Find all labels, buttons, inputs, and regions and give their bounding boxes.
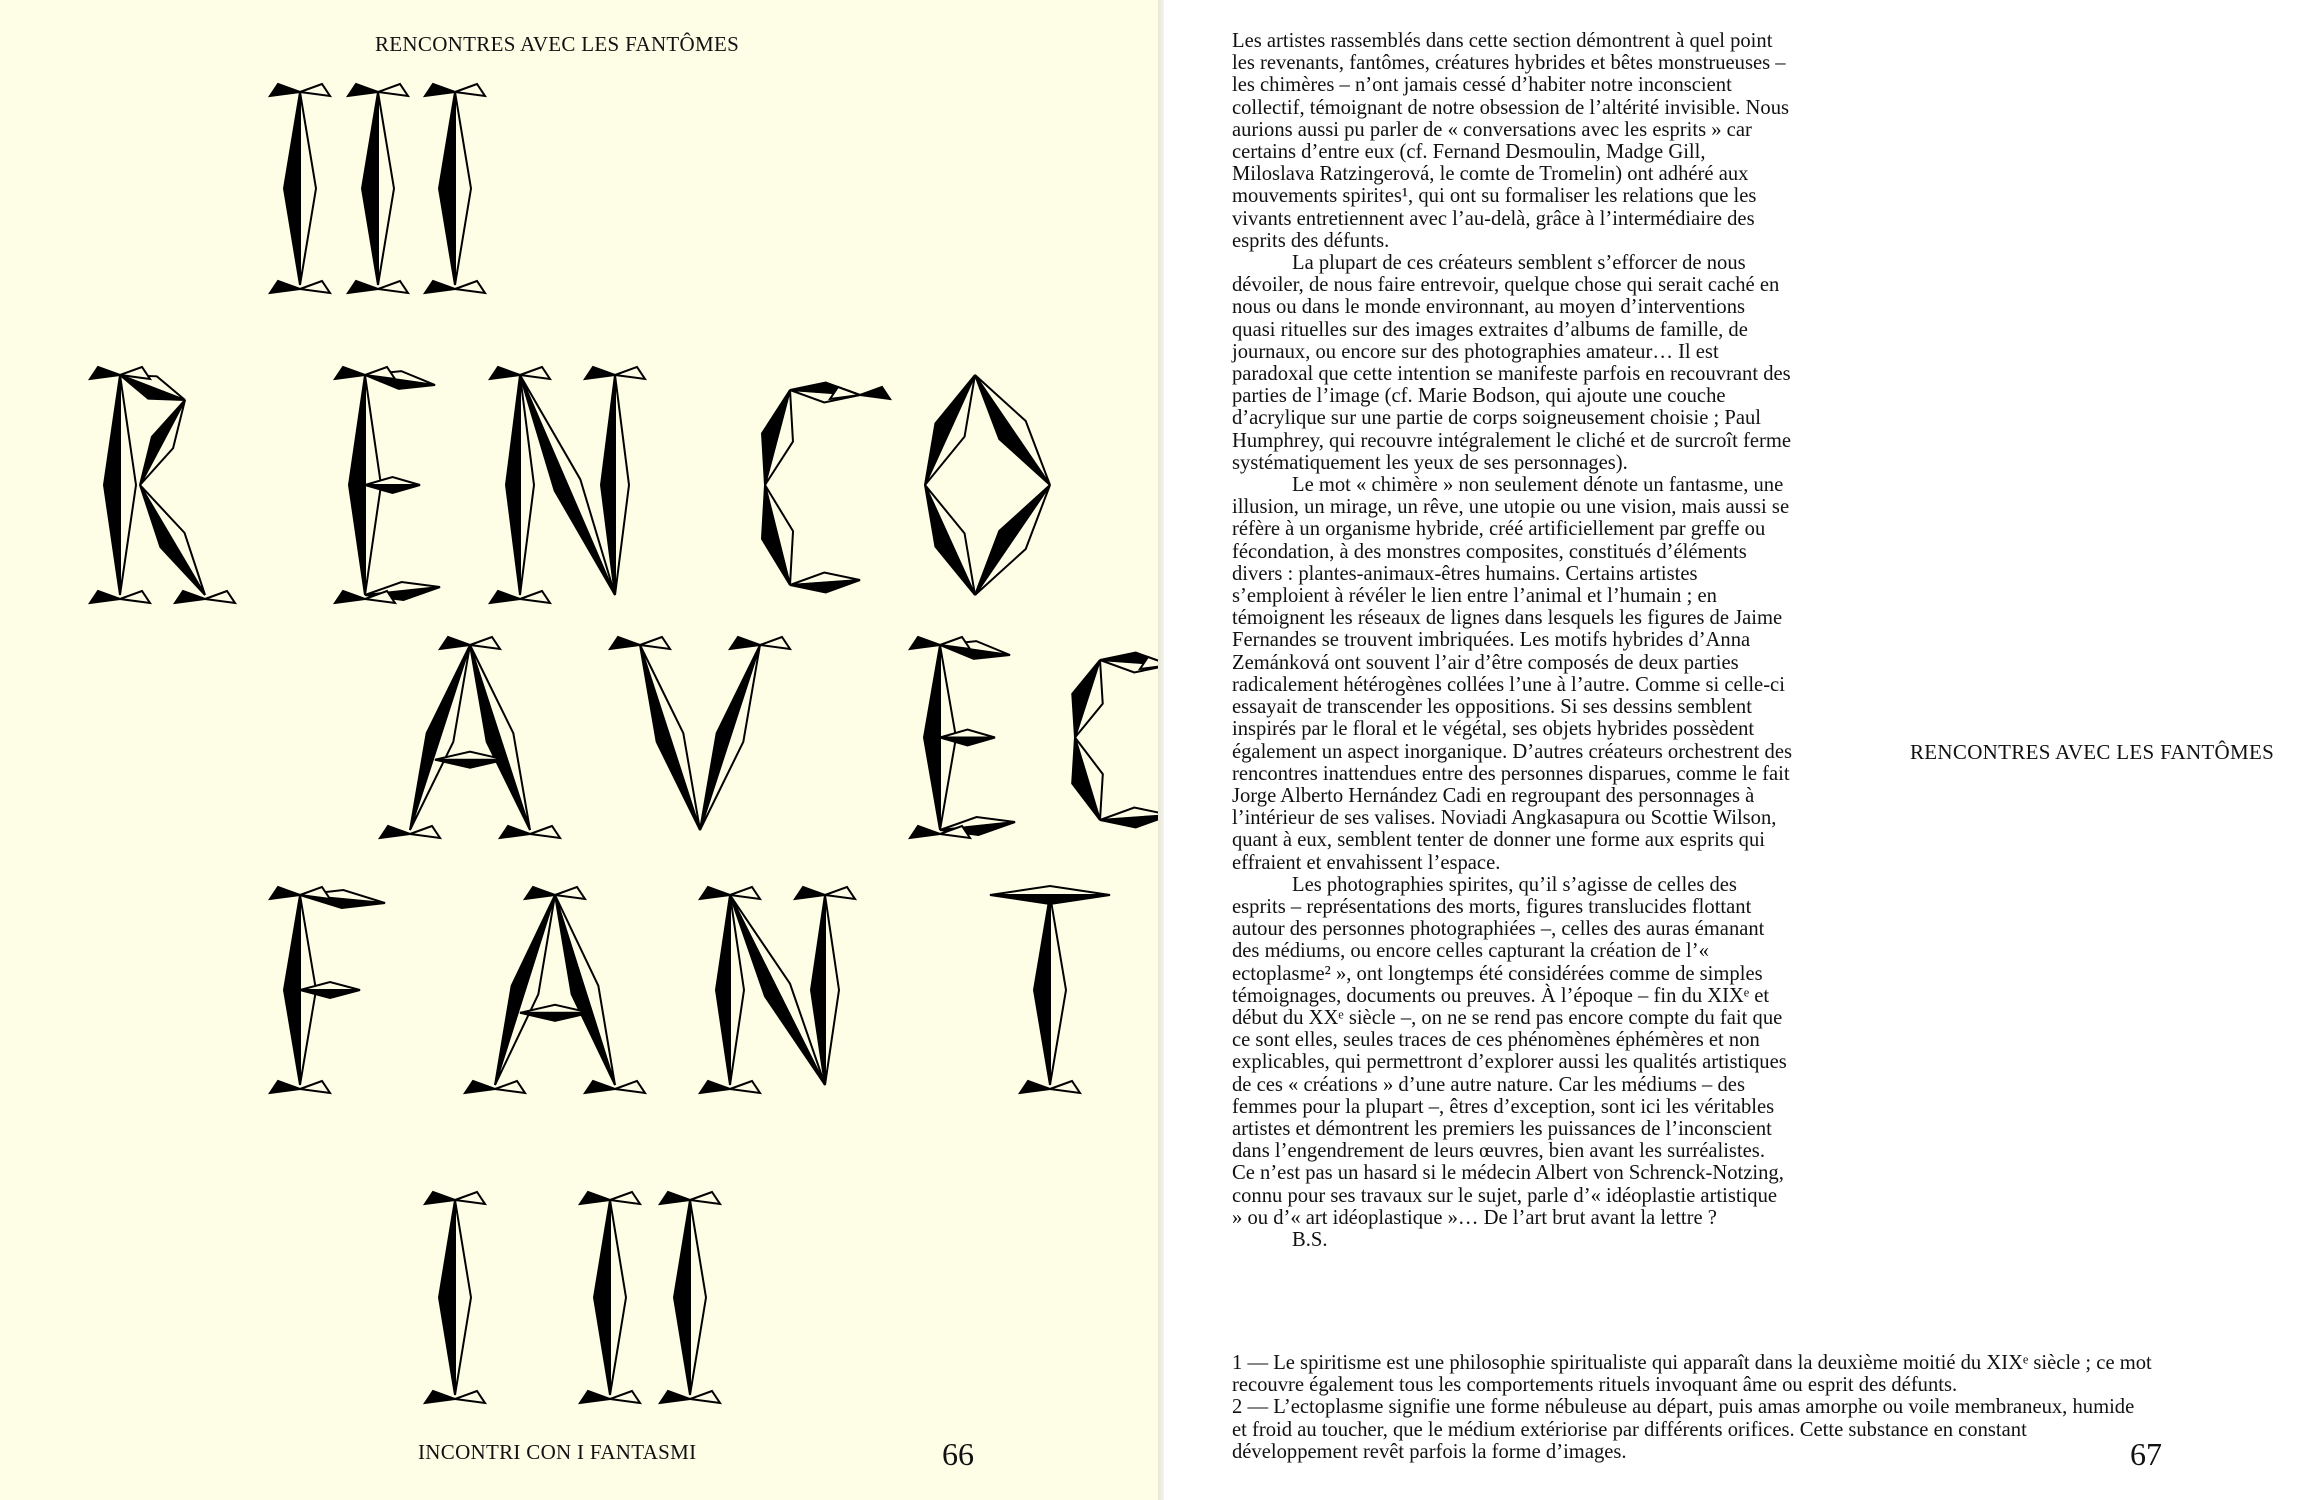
left-page (0, 0, 1160, 1500)
glyph-stroke (120, 375, 185, 400)
glyph-stroke (640, 645, 700, 830)
glyph-stroke (790, 573, 860, 593)
body-text (1232, 30, 1792, 1251)
left-running-head: RENCONTRES AVEC LES FANTÔMES (375, 32, 740, 56)
footnote-2: 2 — L’ectoplasme signifie une forme nébuleuse au départ, puis amas amorphe ou voile membraneux, humide et froid au toucher, que le médium extériorise par différents orifices. Cette substance en constant développement revêt parfois la forme d’images. (1232, 1396, 2135, 1463)
glyph-stroke (975, 375, 1050, 485)
glyph-stroke (104, 375, 136, 595)
glyph-stroke (439, 92, 471, 285)
glyph-stroke (470, 645, 530, 830)
signature: B.S. (1292, 1228, 1328, 1251)
glyph-stroke (362, 92, 394, 285)
footnote-1: 1 — Le spiritisme est une philosophie spiritualiste qui apparaît dans la deuxième moitié du XIXᵉ siècle ; ce mot recouvre également tous les comportements rituels invoquant âme ou esprit des défunts. (1232, 1352, 2152, 1397)
glyph-stroke (1034, 895, 1066, 1085)
glyph-stroke (1100, 808, 1160, 828)
glyph-stroke (140, 485, 205, 595)
paragraph-2: La plupart de ces créateurs semblent s’efforcer de nous dévoiler, de nous faire entrevoir, quelque chose qui serait caché en nous ou dans le monde environnant, au moyen d’interventions quasi rituelles sur des images extraites d’albums de famille, de journaux, ou encore sur des photographies amateur… Il est paradoxal que cette intention se manifeste parfois en recouvrant des parties de l’image (cf. Marie Bodson, qui ajoute une couche d’acrylique sur une partie de corps soigneusement choisie ; Paul Humphrey, qui recouvre intégralement le cliché et de surcroît ferme systématiquement les yeux de ses personnages). (1232, 252, 1792, 474)
decorative-title (0, 0, 1160, 1500)
glyph-serif (830, 387, 890, 399)
right-page (1164, 0, 2321, 1500)
glyph-stroke (762, 390, 793, 485)
glyph-stroke (594, 1200, 626, 1395)
glyph-stroke (975, 485, 1050, 595)
paragraph-1: Les artistes rassemblés dans cette section démontrent à quel point les revenants, fantômes, créatures hybrides et bêtes monstrueuses – les chimères – n’ont jamais cessé d’habiter notre inconscient collectif, témoignant de notre obsession de l’altérité invisible. Nous aurions aussi pu parler de « conversations avec les esprits » car certains d’entre eux (cf. Fernand Desmoulin, Madge Gill, Miloslava Ratzingerová, le comte de Tromelin) ont adhéré aux mouvements spirites¹, qui ont su formaliser les relations que les vivants entretiennent avec l’au-delà, grâce à l’intermédiaire des esprits des défunts. (1232, 30, 1790, 252)
paragraph-4: Les photographies spirites, qu’il s’agisse de celles des esprits – représentations des morts, figures translucides flottant autour des personnes photographiées –, celles des auras émanant des médiums, ou encore celles capturant la création de l’« ectoplasme² », ont longtemps été considérées comme de simples témoignages, documents ou preuves. À l’époque – fin du XIXᵉ et début du XXᵉ siècle –, on ne se rend pas encore compte du fait que ce sont elles, seules traces de ces phénomènes éphémères et non explicables, qui permettront d’explorer aussi les qualités artistiques de ces « créations » d’une autre nature. Car les médiums – des femmes pour la plupart –, êtres d’exception, sont ici les véritables artistes et démontrent les premiers les puissances de l’inconscient dans l’engendrement de leurs œuvres, bien avant les surréalistes. Ce n’est pas un hasard si le médecin Albert von Schrenck-Notzing, connu pour ses travaux sur le sujet, parle d’« idéoplastie artistique » ou d’« art idéoplastique »… De l’art brut avant la lettre ? (1232, 873, 1787, 1229)
glyph-stroke (284, 92, 316, 285)
glyph-stroke (495, 895, 555, 1085)
right-page-number: 67 (2130, 1436, 2162, 1472)
glyph-stroke (700, 645, 760, 830)
glyph-stroke (555, 895, 615, 1085)
glyph-stroke (674, 1200, 706, 1395)
glyph-stroke (410, 645, 470, 830)
glyph-stroke (1072, 738, 1103, 821)
right-side-running-head: RENCONTRES AVEC LES FANTÔMES (1910, 740, 2275, 764)
glyph-stroke (925, 485, 975, 595)
glyph-stroke (925, 375, 975, 485)
left-running-foot: INCONTRI CON I FANTASMI (418, 1440, 697, 1464)
left-page-number: 66 (942, 1436, 974, 1472)
glyph-stroke (439, 1200, 471, 1395)
glyph-stroke (140, 400, 185, 485)
glyph-stroke (762, 485, 793, 585)
paragraph-3: Le mot « chimère » non seulement dénote un fantasme, une illusion, un mirage, un rêve, une utopie ou une vision, mais aussi se réfère à un organisme hybride, créé artificiellement par greffe ou fécondation, à des monstres composites, constitués d’éléments divers : plantes-animaux-êtres humains. Certains artistes s’emploient à révéler le lien entre l’animal et l’humain ; en témoignent les réseaux de lignes dans lesquels les figures de Jaime Fernandes se trouvent imbriquées. Les motifs hybrides d’Anna Zemánková ont souvent l’air d’être composés de deux parties radicalement hétérogènes collées l’une à l’autre. Comme si celle-ci essayait de transcender les oppositions. Si ses dessins semblent inspirés par le floral et le végétal, ses objets hybrides possèdent également un aspect inorganique. D’autres créateurs orchestrent des rencontres inattendues entre des personnes disparues, comme le fait Jorge Alberto Hernández Cadi en regroupant des personnages à l’intérieur de ses valises. Noviadi Angkasapura ou Scottie Wilson, quant à eux, semblent tenter de donner une forme aux esprits qui effraient et envahissent l’espace. (1232, 474, 1792, 874)
glyph-stroke (1072, 660, 1102, 738)
footnotes (1232, 1352, 2152, 1463)
